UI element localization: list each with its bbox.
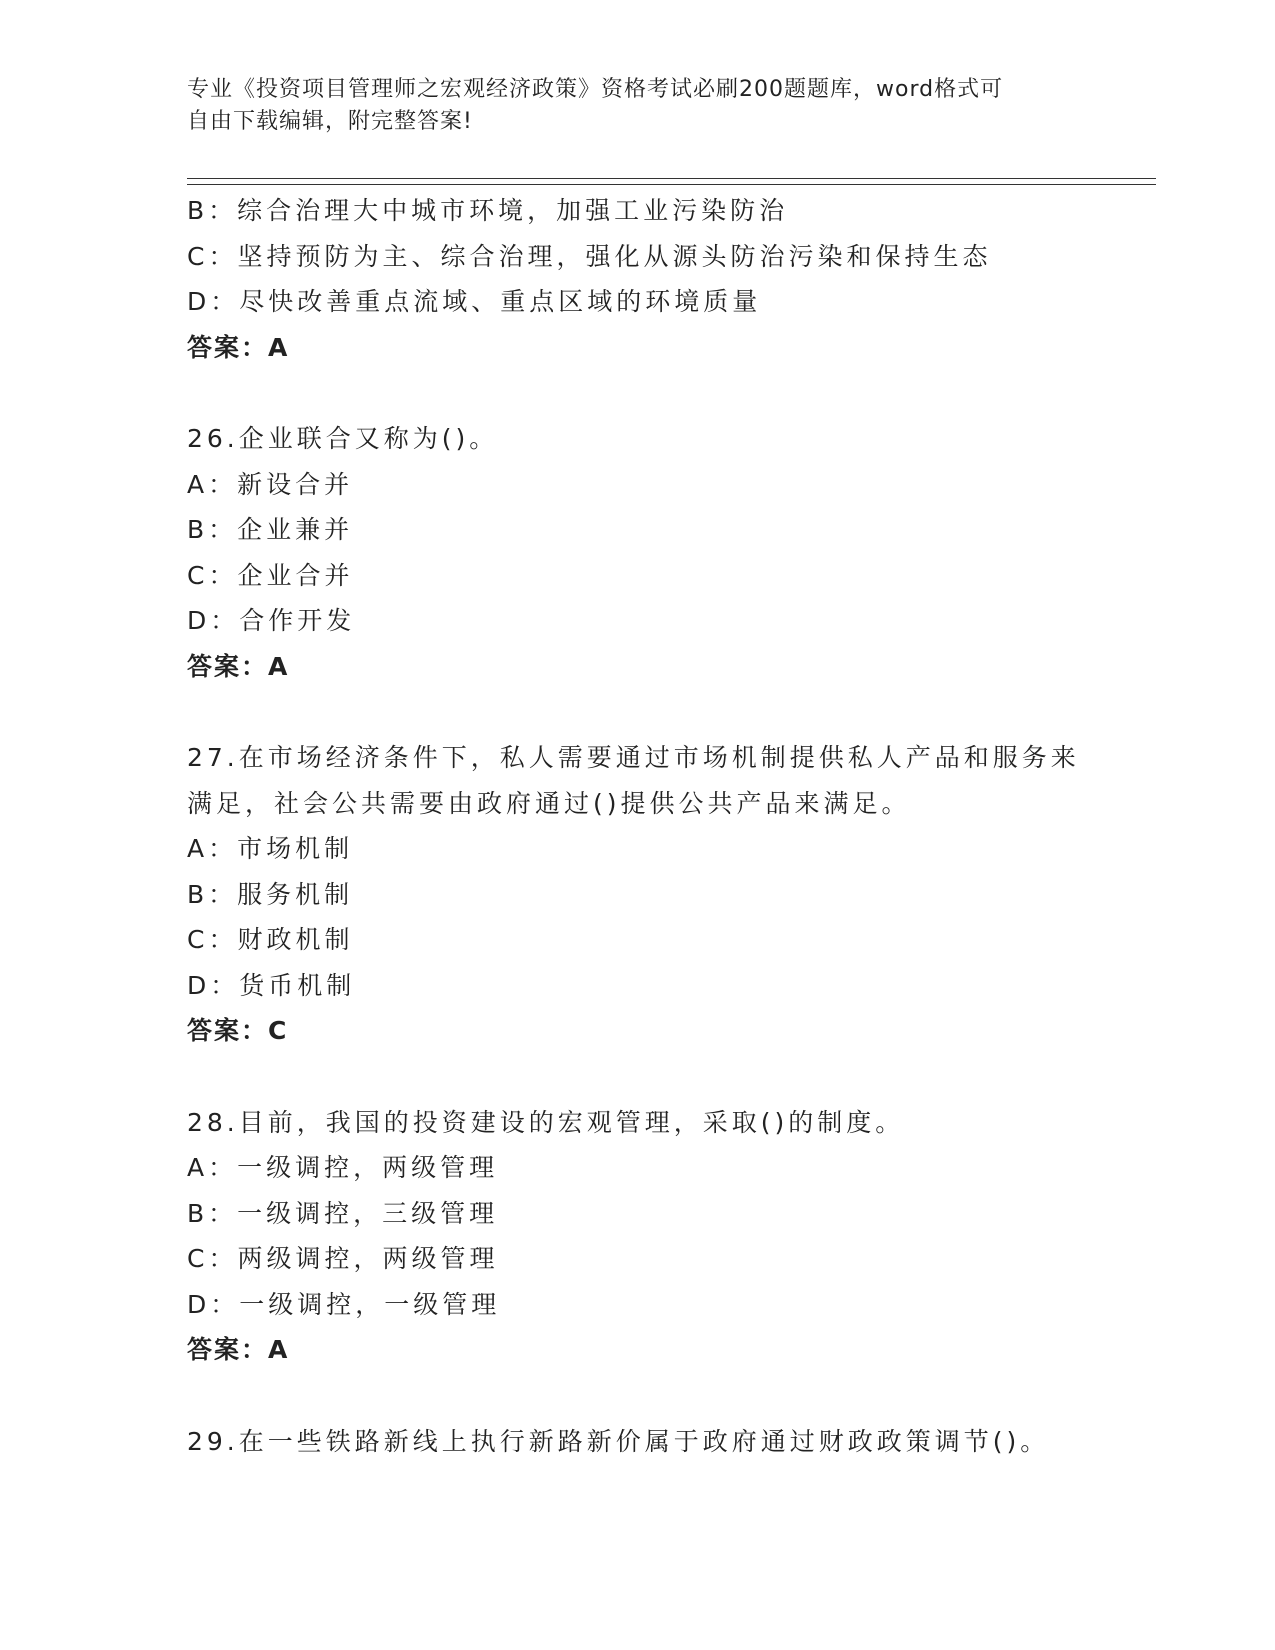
spacer bbox=[187, 1373, 1087, 1419]
option-c: C：财政机制 bbox=[187, 925, 354, 954]
option-a: A：新设合并 bbox=[187, 469, 354, 499]
option-b: B：企业兼并 bbox=[187, 515, 354, 544]
answer: 答案：A bbox=[187, 1335, 290, 1364]
spacer bbox=[187, 689, 1087, 735]
question-27 bbox=[187, 735, 1087, 1054]
header-line-1: 专业《投资项目管理师之宏观经济政策》资格考试必刷200题题库，word格式可 bbox=[187, 77, 1004, 102]
question-28 bbox=[187, 1100, 1087, 1373]
option-d: D：尽快改善重点流域、重点区域的环境质量 bbox=[187, 287, 762, 316]
option-a: A：一级调控，两级管理 bbox=[187, 1153, 499, 1182]
option-d: D：货币机制 bbox=[187, 970, 356, 1000]
question-stem: 28.目前，我国的投资建设的宏观管理，采取()的制度。 bbox=[187, 1107, 905, 1137]
answer: 答案：A bbox=[187, 651, 290, 681]
answer: 答案：A bbox=[187, 332, 290, 362]
spacer bbox=[187, 1054, 1087, 1100]
question-list bbox=[187, 188, 1087, 1464]
option-c: C：坚持预防为主、综合治理，强化从源头防治污染和保持生态 bbox=[187, 241, 992, 271]
option-c: C：两级调控，两级管理 bbox=[187, 1244, 499, 1273]
question-stem: 27.在市场经济条件下，私人需要通过市场机制提供私人产品和服务来 bbox=[187, 743, 1080, 772]
question-26 bbox=[187, 416, 1087, 689]
question-25-tail bbox=[187, 188, 1087, 370]
header-divider bbox=[187, 178, 1156, 185]
question-stem: 26.企业联合又称为()。 bbox=[187, 424, 499, 453]
header-line-2: 自由下载编辑，附完整答案! bbox=[187, 109, 473, 134]
option-b: B：综合治理大中城市环境，加强工业污染防治 bbox=[187, 196, 789, 225]
question-stem-continued: 满足，社会公共需要由政府通过()提供公共产品来满足。 bbox=[187, 788, 911, 818]
question-stem: 29.在一些铁路新线上执行新路新价属于政府通过财政政策调节()。 bbox=[187, 1426, 1050, 1456]
option-b: B：一级调控，三级管理 bbox=[187, 1198, 499, 1228]
option-c: C：企业合并 bbox=[187, 560, 354, 590]
answer: 答案：C bbox=[187, 1016, 289, 1045]
option-d: D：一级调控，一级管理 bbox=[187, 1289, 501, 1319]
option-a: A：市场机制 bbox=[187, 834, 354, 863]
question-29 bbox=[187, 1419, 1087, 1465]
option-d: D：合作开发 bbox=[187, 606, 356, 635]
spacer bbox=[187, 370, 1087, 416]
document-header bbox=[187, 74, 1087, 138]
option-b: B：服务机制 bbox=[187, 879, 354, 909]
